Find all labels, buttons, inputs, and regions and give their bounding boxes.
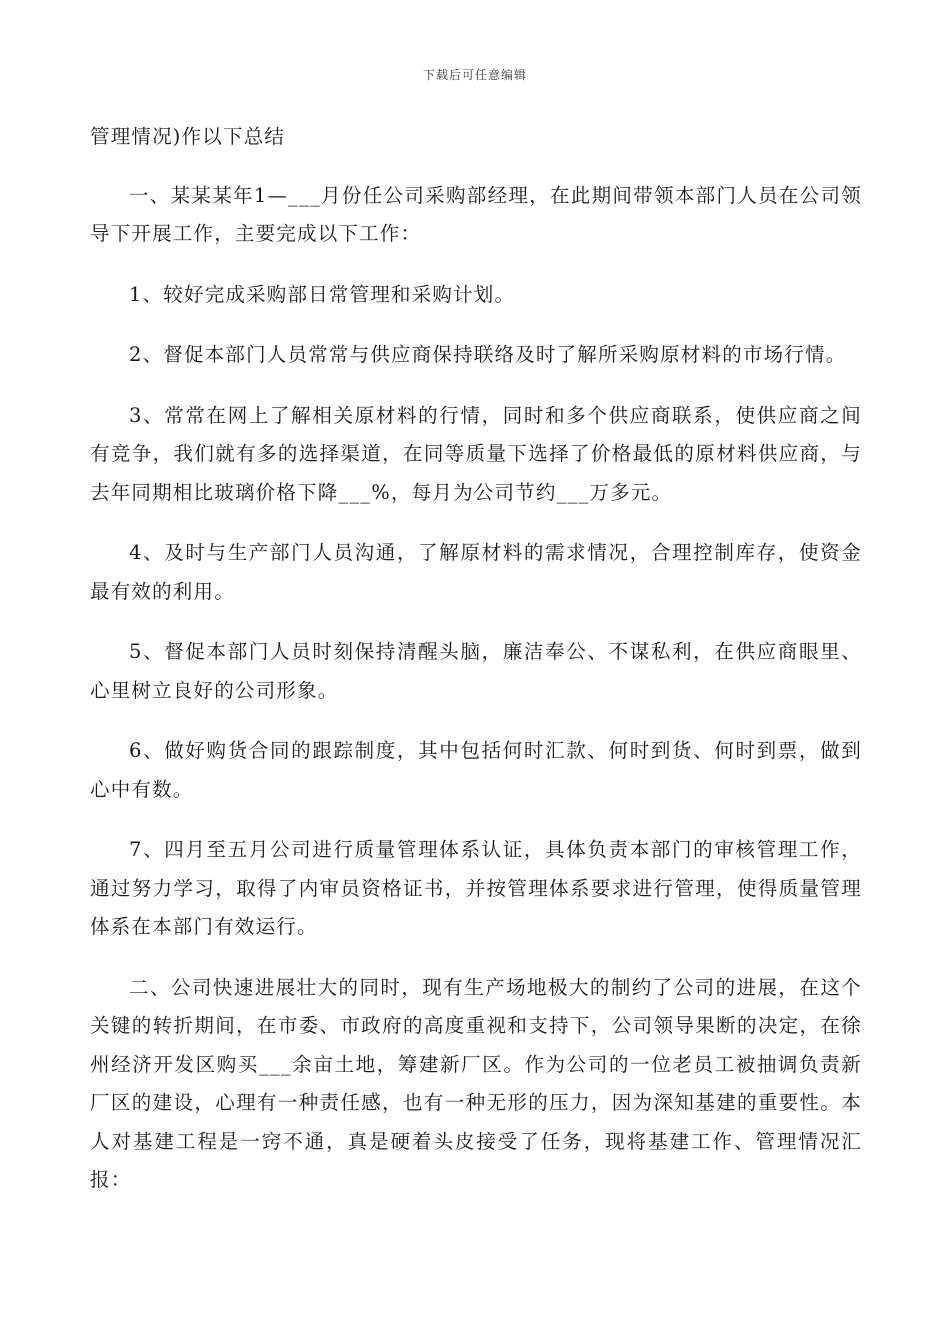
paragraph-item-1: 1、较好完成采购部日常管理和采购计划。 <box>129 282 516 306</box>
paragraph-intro: 管理情况)作以下总结 <box>90 125 286 148</box>
document-body <box>90 118 862 1222</box>
paragraph-item-3: 3、常常在网上了解相关原材料的行情，同时和多个供应商联系，使供应商之间有竞争，我们就有多的选择渠道，在同等质量下选择了价格最低的原材料供应商，与去年同期相比玻璃价格下降___%，每月为公司节约___万多元。 <box>90 403 862 504</box>
paragraph-item-2: 2、督促本部门人员常常与供应商保持联络及时了解所采购原材料的市场行情。 <box>129 343 847 366</box>
paragraph-section-two: 二、公司快速进展壮大的同时，现有生产场地极大的制约了公司的进展，在这个关键的转折期间，在市委、市政府的高度重视和支持下，公司领导果断的决定，在徐州经济开发区购买___余亩土地，筹建新厂区。作为公司的一位老员工被抽调负责新厂区的建设，心理有一种责任感，也有一种无形的压力，因为深知基建的重要性。本人对基建工程是一窍不通，真是硬着头皮接受了任务，现将基建工作、管理情况汇报： <box>90 975 862 1191</box>
paragraph-item-7: 7、四月至五月公司进行质量管理体系认证，具体负责本部门的审核管理工作，通过努力学习，取得了内审员资格证书，并按管理体系要求进行管理，使得质量管理体系在本部门有效运行。 <box>90 838 862 938</box>
paragraph-item-6: 6、做好购货合同的跟踪制度，其中包括何时汇款、何时到货、何时到票，做到心中有数。 <box>90 739 862 801</box>
paragraph-item-4: 4、及时与生产部门人员沟通，了解原材料的需求情况，合理控制库存，使资金最有效的利用。 <box>90 541 862 603</box>
paragraph-item-5: 5、督促本部门人员时刻保持清醒头脑，廉洁奉公、不谋私利，在供应商眼里、心里树立良好的公司形象。 <box>90 640 862 702</box>
page-header: 下载后可任意编辑 <box>422 68 527 82</box>
paragraph-section-one: 一、某某某年1—___月份任公司采购部经理，在此期间带领本部门人员在公司领导下开展工作，主要完成以下工作： <box>90 183 862 245</box>
